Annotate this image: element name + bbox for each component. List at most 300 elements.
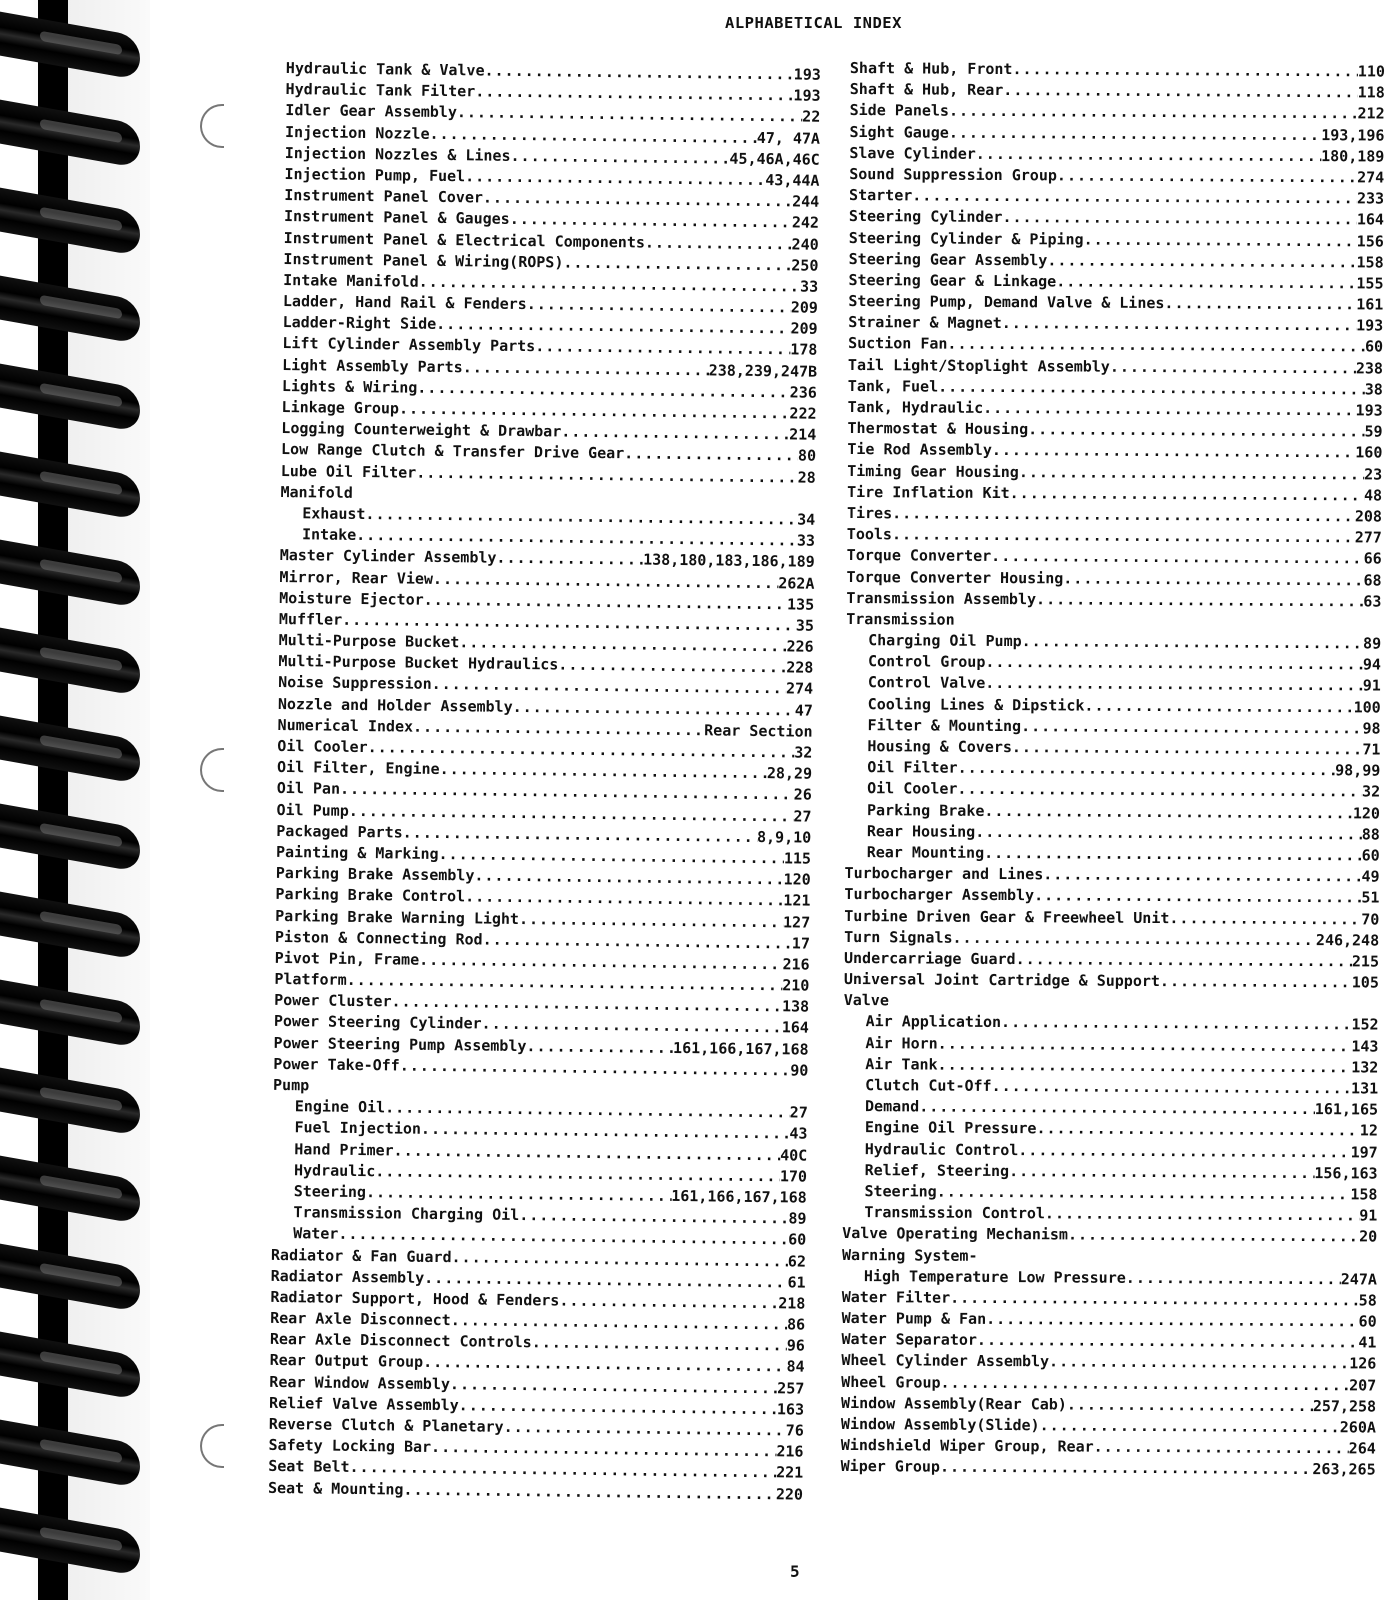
dot-leader [1021,716,1363,739]
entry-page: 28 [797,468,816,487]
entry-page: 193 [793,86,821,105]
entry-label: Sight Gauge [849,122,949,142]
entry-page: 221 [776,1463,804,1482]
entry-label: Platform [274,969,347,989]
dot-leader [912,186,1357,210]
entry-label: Injection Nozzles & Lines [284,143,511,165]
binding-ring [0,276,140,345]
entry-page: 193 [793,65,821,84]
entry-label: Water Separator [841,1330,978,1350]
dot-leader [1022,631,1364,654]
entry-page: 47 [794,701,813,720]
entry-label: Water [293,1224,339,1244]
entry-label: Exhaust [302,504,366,523]
entry-label: Piston & Connecting Rod [274,927,483,949]
dot-leader [986,1309,1359,1333]
dot-leader [1067,1394,1313,1417]
entry-page: 51 [1361,888,1380,907]
punch-hole [200,104,224,148]
dot-leader [1010,483,1365,507]
entry-page: 156,163 [1314,1163,1378,1183]
entry-label: Multi-Purpose Bucket Hydraulics [278,652,559,674]
entry-label: Tail Light/Stoplight Assembly [847,355,1110,376]
entry-label: Hydraulic Tank & Valve [285,58,485,80]
entry-label: Sound Suppression Group [849,164,1058,185]
index-column-left [268,58,821,1505]
entry-label: Intake Manifold [283,270,419,291]
dot-leader [1094,1437,1349,1460]
entry-page: 215 [1351,952,1380,971]
binding-ring [0,980,140,1049]
entry-page: 135 [786,595,815,614]
dot-leader [937,1182,1351,1206]
entry-label: Windshield Wiper Group, Rear [840,1436,1094,1456]
entry-page: 110 [1357,62,1385,81]
entry-label: Universal Joint Cartridge & Support [843,970,1161,991]
entry-page: 263,265 [1312,1460,1376,1479]
entry-label: Lights & Wiring [281,376,418,397]
entry-label: Window Assembly(Slide) [840,1414,1040,1435]
entry-label: Steering Cylinder & Piping [848,228,1084,249]
entry-page: 58 [1358,1291,1377,1310]
entry-page: 80 [797,446,817,466]
entry-page: 89 [1363,634,1382,653]
entry-label: Packaged Parts [276,821,403,842]
binding-ring [0,892,140,961]
entry-page: 100 [1353,697,1381,717]
binding-ring [0,452,140,521]
entry-label: Air Application [865,1012,1002,1032]
entry-page: 277 [1354,528,1382,547]
entry-label: Reverse Clutch & Planetary [268,1414,504,1436]
entry-label: Pump [272,1075,310,1095]
dot-leader [892,503,1355,527]
entry-page: 89 [788,1209,807,1228]
entry-page: 71 [1362,740,1381,759]
entry-page: 236 [789,383,817,402]
entry-label: Lube Oil Filter [280,461,417,482]
entry-label: Tank, Fuel [847,376,939,396]
entry-label: Painting & Marking [275,842,439,863]
dot-leader [1001,1012,1352,1036]
entry-page: 34 [797,510,816,529]
entry-label: Power Take-Off [273,1054,400,1075]
index-entry [841,1456,1376,1481]
entry-label: Control Valve [867,673,986,693]
entry-page: 66 [1363,549,1382,568]
entry-label: Nozzle and Holder Assembly [277,694,513,716]
entry-label: Oil Pan [276,779,341,799]
entry-page: 240 [791,234,819,254]
dot-leader [561,422,789,446]
entry-page: 98,99 [1335,761,1381,780]
binding-ring [0,1068,140,1137]
entry-label: Low Range Clutch & Transfer Drive Gear [280,440,625,463]
dot-leader [1056,271,1356,294]
dot-leader [940,1372,1349,1396]
dot-leader [1034,886,1361,909]
entry-label: Transmission Control [864,1203,1046,1223]
entry-page: 48 [1363,486,1383,505]
dot-leader [1169,908,1361,930]
entry-page: 59 [1364,422,1383,441]
entry-label: Demand [864,1097,920,1116]
entry-label: Hand Primer [294,1139,394,1160]
entry-label: Oil Cooler [867,779,958,799]
entry-page: 143 [1351,1036,1379,1056]
dot-leader [976,144,1321,167]
entry-page: 238,239,247B [708,360,818,381]
entry-page: 216 [782,955,810,974]
entry-label: Transmission Assembly [846,588,1037,608]
entry-label: Turbocharger Assembly [844,885,1035,905]
entry-label: Valve [843,991,889,1010]
entry-page: 164 [1356,210,1384,229]
entry-label: Torque Converter [846,546,992,566]
dot-leader [957,779,1362,803]
binding-ring [0,804,140,873]
dot-leader [645,232,792,255]
entry-page: 158 [1350,1185,1378,1204]
dot-leader [526,1036,673,1059]
dot-leader [1016,949,1352,972]
dot-leader [975,822,1362,846]
entry-page: 138 [781,997,810,1016]
entry-page: 264 [1348,1439,1376,1458]
entry-page: 233 [1356,189,1385,208]
entry-label: Radiator Assembly [270,1266,425,1287]
entry-page: 20 [1359,1227,1378,1246]
dot-leader [1047,250,1356,273]
entry-label: Turbine Driven Gear & Freewheel Unit [844,906,1170,927]
entry-label: Steering [293,1182,367,1202]
entry-label: Engine Oil Pressure [864,1118,1037,1138]
entry-page: 209 [790,298,819,317]
entry-label: Steering Gear & Linkage [848,270,1057,291]
binding-ring [0,188,140,257]
dot-leader [1063,568,1363,591]
entry-page: 8,9,10 [756,827,812,847]
entry-label: Turn Signals [844,927,953,947]
entry-page: 193 [1356,316,1384,335]
entry-page: 138,180,183,186,189 [643,550,815,571]
entry-page: 164 [781,1018,809,1038]
entry-label: Filter & Mounting [867,715,1022,735]
entry-label: Parking Brake Control [275,885,466,906]
entry-page: 120 [1352,803,1381,823]
entry-label: Tires [846,503,893,523]
dot-leader [985,652,1363,676]
entry-page: 242 [791,213,820,233]
entry-page: 91 [1362,676,1381,695]
entry-page: 220 [775,1484,804,1504]
dot-leader [624,444,798,467]
dot-leader [1003,80,1358,104]
binding-ring [0,12,140,81]
entry-page: 156 [1356,231,1384,251]
entry-page: 250 [791,256,819,275]
entry-label: Power Cluster [274,991,392,1011]
entry-page: 207 [1349,1375,1377,1395]
entry-label: Radiator Support, Hood & Fenders [270,1287,560,1310]
entry-label: Tools [846,525,893,544]
dot-leader [950,1288,1359,1312]
entry-label: Seat Belt [268,1457,350,1477]
entry-label: Instrument Panel Cover [284,186,484,207]
entry-page: 247A [1340,1269,1377,1289]
entry-page: 96 [786,1336,805,1355]
dot-leader [991,546,1364,570]
entry-page: 60 [788,1230,807,1249]
dot-leader [1028,419,1364,442]
punch-hole [200,748,224,792]
entry-page: 86 [786,1315,806,1334]
entry-label: Master Cylinder Assembly [279,546,497,567]
dot-leader [949,122,1322,146]
entry-label: Window Assembly(Rear Cab) [841,1393,1067,1414]
entry-page: 98 [1362,719,1381,738]
dot-leader [403,1479,776,1505]
entry-label: Oil Cooler [277,736,368,757]
dot-leader [938,1033,1352,1057]
entry-label: Slave Cylinder [849,143,976,163]
entry-page: 118 [1357,83,1385,102]
dot-leader [1045,1203,1359,1226]
entry-label: Steering Pump, Demand Valve & Lines [848,292,1165,313]
dot-leader [984,800,1353,824]
entry-page: 158 [1356,253,1384,272]
dot-leader [1036,589,1363,612]
entry-page: 193 [1355,401,1383,420]
binding-ring [0,1156,140,1225]
entry-label: Power Steering Pump Assembly [273,1033,527,1055]
entry-label: Multi-Purpose Bucket [278,631,460,652]
entry-label: Linkage Group [281,397,400,418]
entry-label: Fuel Injection [294,1118,422,1139]
entry-label: Intake [301,525,357,545]
entry-page: 246,248 [1315,930,1380,950]
dot-leader [1002,313,1357,337]
dot-leader [938,1054,1352,1078]
entry-label: Cooling Lines & Dipstick [867,694,1085,715]
entry-page: 32 [1362,782,1381,801]
entry-label: Rear Axle Disconnect Controls [269,1330,532,1352]
entry-label: Ladder-Right Side [282,313,437,334]
entry-page: 152 [1351,1015,1379,1034]
entry-label: Side Panels [849,101,950,121]
entry-label: Rear Housing [866,821,976,841]
dot-leader [985,673,1363,697]
dot-leader [1036,1119,1359,1142]
entry-page: 216 [776,1442,804,1461]
dot-leader [558,655,786,679]
entry-page: 43,44A [765,170,820,190]
index-column-right [841,58,1385,1481]
entry-page: 120 [783,870,811,889]
dot-leader [983,398,1356,422]
entry-label: Transmission Charging Oil [293,1203,520,1225]
entry-page: 121 [783,891,811,910]
dot-leader [938,376,1365,400]
entry-label: Charging Oil Pump [868,631,1022,651]
entry-label: Strainer & Magnet [848,313,1002,333]
entry-page: 68 [1363,570,1382,590]
entry-page: 197 [1350,1142,1378,1162]
entry-label: Parking Brake Assembly [275,864,475,885]
entry-label: Starter [849,186,913,205]
entry-page: 260A [1339,1418,1376,1437]
entry-page: 90 [790,1061,809,1080]
entry-page: 40C [780,1145,808,1165]
entry-label: Air Tank [865,1054,938,1074]
entry-page: 70 [1361,909,1380,929]
binding-ring [0,1244,140,1313]
entry-page: 27 [789,1103,808,1122]
entry-label: Radiator & Fan Guard [270,1245,452,1266]
entry-page: 22 [802,107,821,127]
entry-page: 126 [1349,1354,1377,1373]
dot-leader [977,1330,1359,1354]
entry-label: Thermostat & Housing [847,419,1029,439]
entry-label: Numerical Index [277,715,414,736]
entry-label: Torque Converter Housing [846,567,1064,587]
entry-label: Instrument Panel & Wiring(ROPS) [283,249,564,272]
entry-label: Idler Gear Assembly [285,101,458,122]
dot-leader [1110,356,1356,379]
entry-label: Steering Gear Assembly [848,249,1048,270]
entry-label: Tank, Hydraulic [847,397,984,417]
entry-page: 170 [779,1167,808,1186]
dot-leader [1043,864,1361,887]
binding-ring [0,540,140,609]
binding-ring [0,628,140,697]
entry-label: Rear Mounting [866,843,985,862]
entry-label: Turbocharger and Lines [844,864,1044,884]
entry-page: 60 [1364,337,1384,356]
entry-label: Mirror, Rear View [279,567,434,588]
dot-leader [559,1290,778,1314]
entry-page: 257,258 [1312,1396,1377,1416]
entry-page: 105 [1351,973,1379,992]
dot-leader [510,146,729,170]
entry-page: 257 [777,1378,805,1398]
dot-leader [1018,1140,1351,1163]
dot-leader [947,334,1365,358]
entry-label: High Temperature Low Pressure [863,1266,1126,1287]
entry-label: Water Filter [841,1287,951,1307]
entry-page: 160 [1355,443,1383,462]
entry-label: Control Group [867,652,986,672]
entry-page: 209 [790,319,818,338]
entry-label: Warning System- [842,1245,978,1265]
entry-page: 27 [793,806,812,826]
dot-leader [984,843,1362,867]
entry-label: Rear Axle Disconnect [270,1308,451,1330]
dot-leader [1164,293,1356,315]
dot-leader [949,101,1358,125]
entry-page: 161 [1356,295,1384,314]
entry-label: Shaft & Hub, Front [849,58,1013,79]
entry-label: Wheel Group [841,1372,941,1392]
dot-leader [892,524,1355,548]
dot-leader [463,357,709,381]
entry-label: Injection Nozzle [284,122,430,143]
dot-leader [1009,1161,1314,1184]
entry-page: 161,166,167,168 [671,1186,807,1207]
entry-page: 38 [1364,380,1383,399]
entry-label: Injection Pump, Fuel [284,164,466,186]
entry-page: 45,46A,46C [729,149,820,169]
entry-label: Instrument Panel & Electrical Components [283,228,646,252]
entry-page: 26 [793,785,812,805]
entry-label: Parking Brake [866,800,985,820]
entry-label: Power Steering Cylinder [273,1012,482,1033]
entry-label: Logging Counterweight & Drawbar [281,419,562,441]
entry-page: 12 [1359,1121,1378,1140]
entry-label: Safety Locking Bar [268,1436,432,1457]
dot-leader [940,1457,1313,1481]
entry-label: Wheel Cylinder Assembly [841,1351,1050,1371]
entry-label: Instrument Panel & Gauges [283,207,510,229]
entry-label: Tire Inflation Kit [847,482,1010,502]
entry-page: 131 [1351,1079,1379,1098]
entry-label: Shaft & Hub, Rear [849,80,1004,100]
dot-leader [1012,59,1357,82]
entry-page: 218 [778,1294,806,1313]
dot-leader [1057,165,1357,188]
entry-label: Relief Valve Assembly [268,1393,459,1415]
dot-leader [958,758,1336,782]
dot-leader [496,548,643,571]
entry-page: 60 [1361,846,1380,865]
dot-leader [1084,229,1357,252]
page-number: 5 [790,1562,800,1581]
dot-leader [1068,1225,1359,1248]
entry-label: Air Horn [865,1033,938,1053]
dot-leader [992,440,1356,464]
entry-page: Rear Section [704,721,813,741]
entry-label: Parking Brake Warning Light [275,906,520,928]
entry-page: 49 [1361,867,1380,886]
entry-page: 32 [794,743,813,762]
entry-label: Lift Cylinder Assembly Parts [282,334,536,356]
entry-label: Seat & Mounting [267,1478,404,1499]
entry-page: 212 [1357,104,1385,123]
entry-page: 238 [1355,358,1384,378]
entry-page: 262A [778,573,815,593]
dot-leader [1019,462,1364,485]
entry-label: Engine Oil [294,1097,386,1117]
entry-label: Hydraulic Control [864,1139,1019,1159]
entry-label: Transmission [846,609,955,629]
entry-page: 222 [789,404,817,423]
entry-page: 214 [789,425,817,444]
entry-page: 210 [782,976,810,995]
entry-page: 127 [782,912,811,932]
entry-page: 244 [792,192,820,211]
entry-page: 23 [1364,464,1383,484]
binding-ring [0,716,140,785]
entry-page: 274 [1357,168,1385,187]
punch-hole [200,1424,224,1468]
binding-ring [0,1332,140,1401]
binding-ring [0,100,140,169]
entry-label: Light Assembly Parts [282,355,463,376]
entry-label: Housing & Covers [867,737,1012,757]
spiral-binding [0,0,150,1600]
entry-label: Wiper Group [840,1457,941,1477]
dot-leader [1084,695,1353,718]
